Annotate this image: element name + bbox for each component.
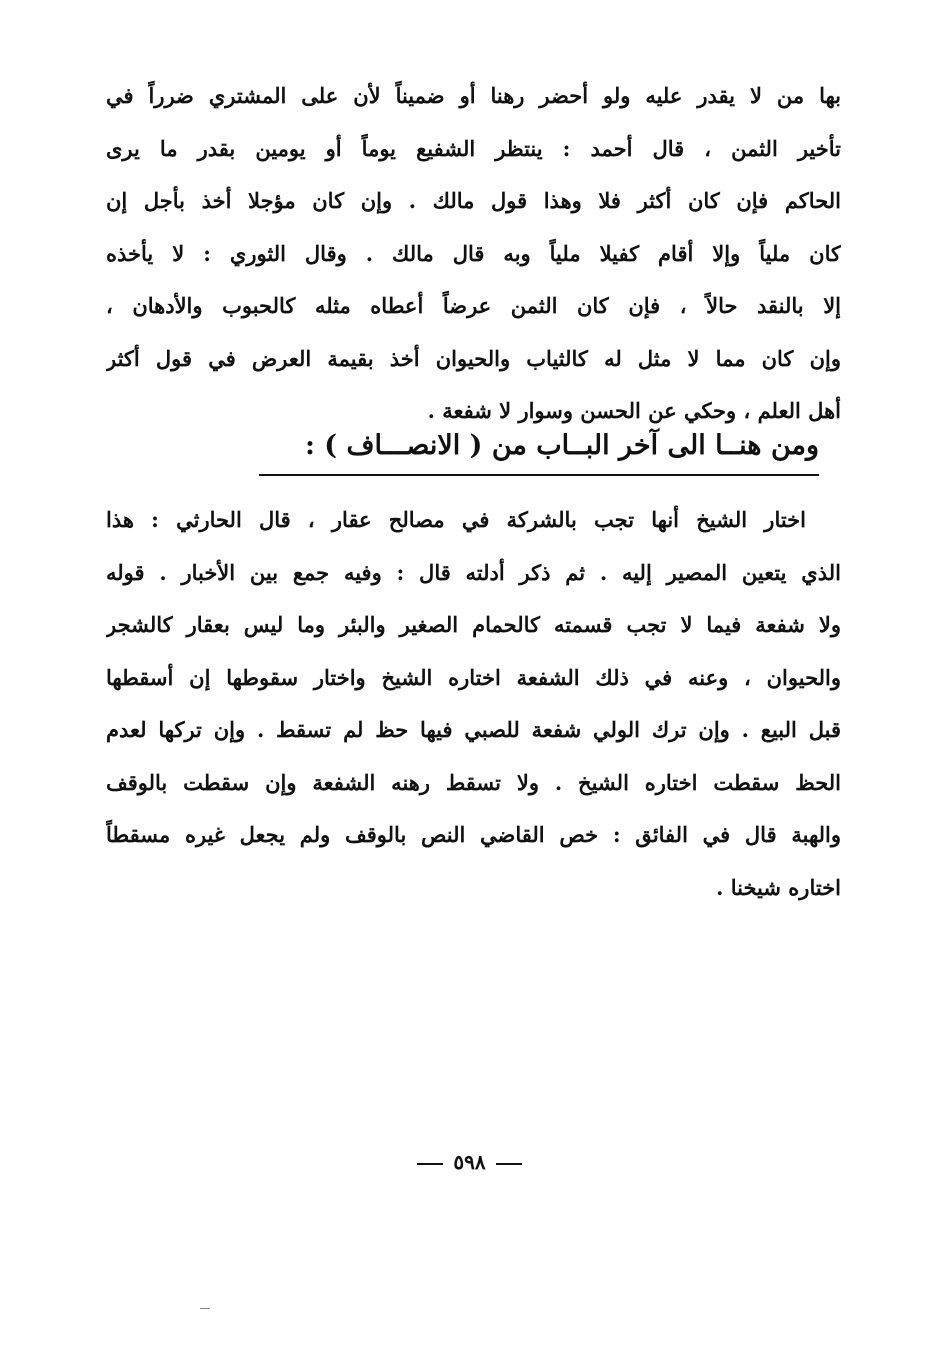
text-line: أهل العلم ، وحكي عن الحسن وسوار لا شفعة . <box>427 398 841 423</box>
text-line: تأخير الثمن ، قال أحمد : ينتظر الشفيع يوماً أو يومين بقدر ما يرى <box>106 135 841 161</box>
text-line: كان ملياً وإلا أقام كفيلا ملياً وبه قال مالك . وقال الثوري : لا يأخذه <box>106 240 841 266</box>
text-line: ولا شفعة فيما لا تجب قسمته كالحمام الصغير والبئر وما ليس بعقار كالشجر <box>106 612 841 637</box>
section-heading-block <box>259 420 819 476</box>
section-heading: ومن هنــا الى آخر البــاب من ( الانصـــاف ) : <box>304 430 819 461</box>
paragraph-2 <box>106 494 841 914</box>
text-line: والهبة قال في الفائق : خص القاضي النص بالوقف ولم يجعل غيره مسقطاً <box>106 822 841 847</box>
footer-dash-right <box>496 1163 522 1165</box>
heading-underline <box>259 474 819 476</box>
text-line: اختار الشيخ أنها تجب بالشركة في مصالح عقار ، قال الحارثي : هذا <box>106 507 806 532</box>
page-number: ٥٩٨ <box>453 1150 486 1174</box>
text-line: بها من لا يقدر عليه ولو أحضر رهنا أو ضميناً لأن على المشتري ضرراً في <box>106 83 841 108</box>
text-line: الحظ سقطت اختاره الشيخ . ولا تسقط رهنه الشفعة وإن سقطت بالوقف <box>106 769 841 795</box>
text-line: وإن كان مما لا مثل له كالثياب والحيوان أخذ بقيمة العرض في قول أكثر <box>106 345 841 371</box>
footer-dash-left <box>417 1163 443 1165</box>
text-line: قبل البيع . وإن ترك الولي شفعة للصبي فيها حظ لم تسقط . وإن تركها لعدم <box>106 717 841 742</box>
page-footer <box>0 1150 939 1174</box>
text-line: الذي يتعين المصير إليه . ثم ذكر أدلته قال : وفيه جمع بين الأخبار . قوله <box>106 559 841 585</box>
paragraph-1 <box>106 70 841 438</box>
scan-speck <box>200 1308 210 1309</box>
text-line: والحيوان ، وعنه في ذلك الشفعة اختاره الشيخ واختار سقوطها إن أسقطها <box>106 664 841 690</box>
text-line: إلا بالنقد حالاً ، فإن كان الثمن عرضاً أعطاه مثله كالحبوب والأدهان ، <box>106 293 841 318</box>
text-line: الحاكم فإن كان أكثر فلا وهذا قول مالك . وإن كان مؤجلا أخذ بأجل إن <box>106 188 841 213</box>
text-line: اختاره شيخنا . <box>716 874 841 900</box>
